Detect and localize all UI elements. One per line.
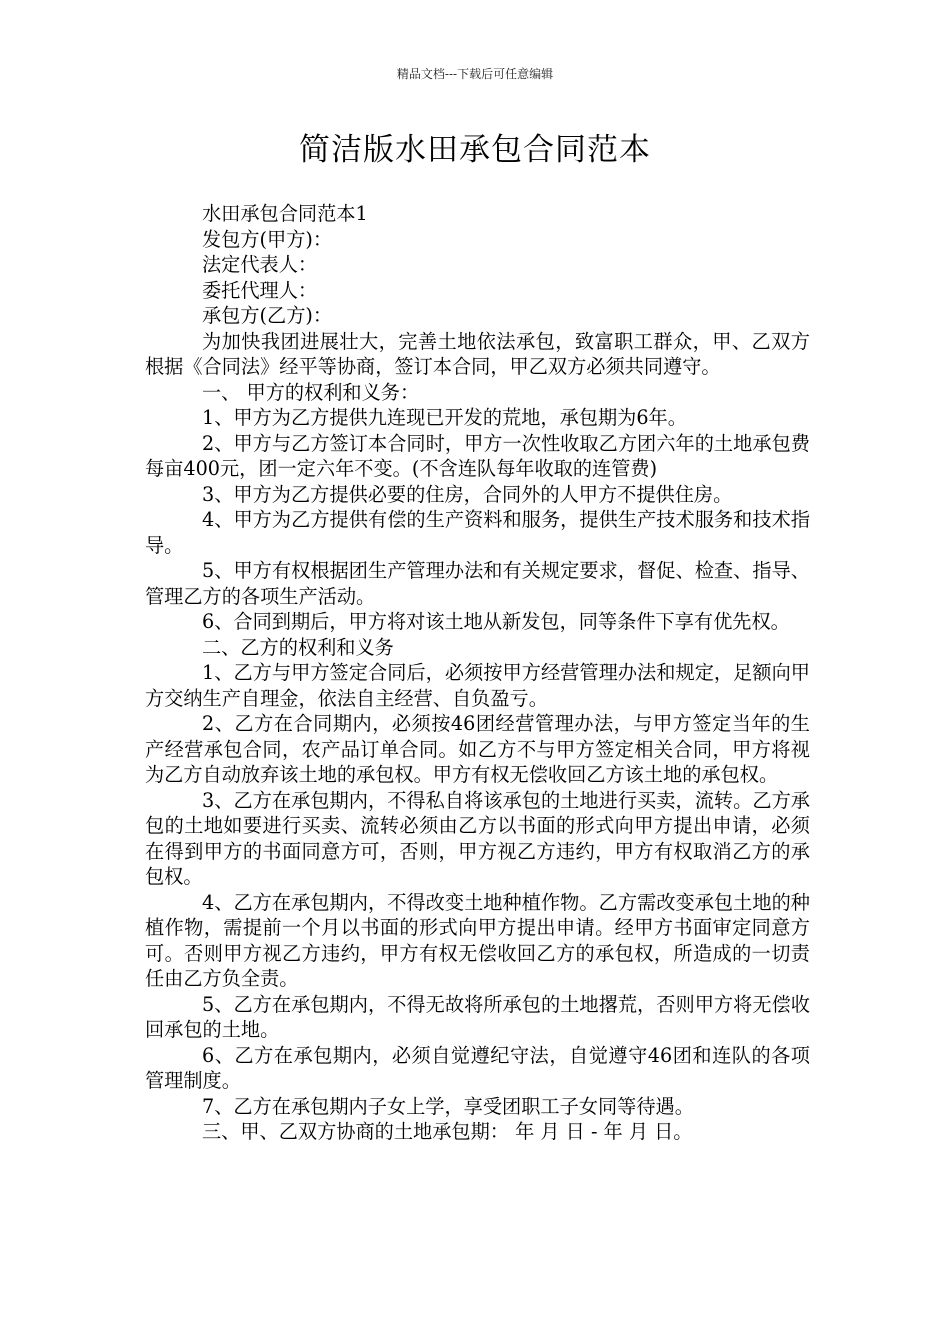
contract-heading: 水田承包合同范本1 bbox=[202, 202, 368, 225]
party-a-line: 发包方(甲方)： bbox=[202, 227, 333, 251]
clause-paragraph: 6、乙方在承包期内，必须自觉遵纪守法，自觉遵守46团和连队的各项管理制度。 bbox=[145, 1043, 810, 1092]
clause-paragraph: 7、乙方在承包期内子女上学，享受团职工子女同等待遇。 bbox=[202, 1094, 694, 1118]
section-heading: 一、 甲方的权利和义务： bbox=[202, 380, 420, 404]
legal-representative-line: 法定代表人： bbox=[202, 253, 318, 276]
page-header: 精品文档---下载后可任意编辑 bbox=[396, 67, 554, 81]
party-b-line: 承包方(乙方)： bbox=[202, 304, 333, 327]
clause-paragraph: 2、甲方与乙方签订本合同时，甲方一次性收取乙方团六年的土地承包费每亩400元，团一定六年不变。(不含连队每年收取的连管费) bbox=[145, 431, 810, 480]
clause-paragraph: 4、乙方在承包期内，不得改变土地种植作物。乙方需改变承包土地的种植作物，需提前一个月以书面的形式向甲方提出申请。经甲方书面审定同意方可。否则甲方视乙方违约，甲方有权无偿收回乙方的承包权，所造成的一切责任由乙方负全责。 bbox=[145, 890, 810, 990]
preamble-paragraph: 为加快我团进展壮大，完善土地依法承包，致富职工群众，甲、乙双方根据《合同法》经平等协商，签订本合同，甲乙双方必须共同遵守。 bbox=[145, 329, 810, 378]
clause-paragraph: 5、甲方有权根据团生产管理办法和有关规定要求，督促、检查、指导、管理乙方的各项生产活动。 bbox=[145, 559, 810, 608]
section-heading: 三、甲、乙双方协商的土地承包期： 年 月 日 - 年 月 日。 bbox=[202, 1120, 693, 1143]
clause-paragraph: 1、甲方为乙方提供九连现已开发的荒地，承包期为6年。 bbox=[202, 406, 687, 429]
clause-paragraph: 3、乙方在承包期内，不得私自将该承包的土地进行买卖，流转。乙方承包的土地如要进行买卖、流转必须由乙方以书面的形式向甲方提出申请，必须在得到甲方的书面同意方可，否则，甲方视乙方违约，甲方有权取消乙方的承包权。 bbox=[145, 788, 810, 888]
entrusted-agent-line: 委托代理人： bbox=[202, 278, 318, 302]
clause-paragraph: 4、甲方为乙方提供有偿的生产资料和服务，提供生产技术服务和技术指导。 bbox=[145, 508, 810, 557]
document-title: 简洁版水田承包合同范本 bbox=[299, 132, 651, 168]
document-body bbox=[145, 201, 810, 1145]
section-heading: 二、乙方的权利和义务 bbox=[202, 635, 394, 659]
clause-paragraph: 5、乙方在承包期内，不得无故将所承包的土地撂荒，否则甲方将无偿收回承包的土地。 bbox=[145, 992, 810, 1041]
clause-paragraph: 2、乙方在合同期内，必须按46团经营管理办法，与甲方签定当年的生产经营承包合同，农产品订单合同。如乙方不与甲方签定相关合同，甲方将视为乙方自动放弃该土地的承包权。甲方有权无偿收回乙方该土地的承包权。 bbox=[145, 712, 810, 786]
clause-paragraph: 1、乙方与甲方签定合同后，必须按甲方经营管理办法和规定，足额向甲方交纳生产自理金，依法自主经营、自负盈亏。 bbox=[145, 661, 810, 710]
clause-paragraph: 3、甲方为乙方提供必要的住房，合同外的人甲方不提供住房。 bbox=[202, 482, 733, 506]
clause-paragraph: 6、合同到期后，甲方将对该土地从新发包，同等条件下享有优先权。 bbox=[202, 610, 790, 633]
